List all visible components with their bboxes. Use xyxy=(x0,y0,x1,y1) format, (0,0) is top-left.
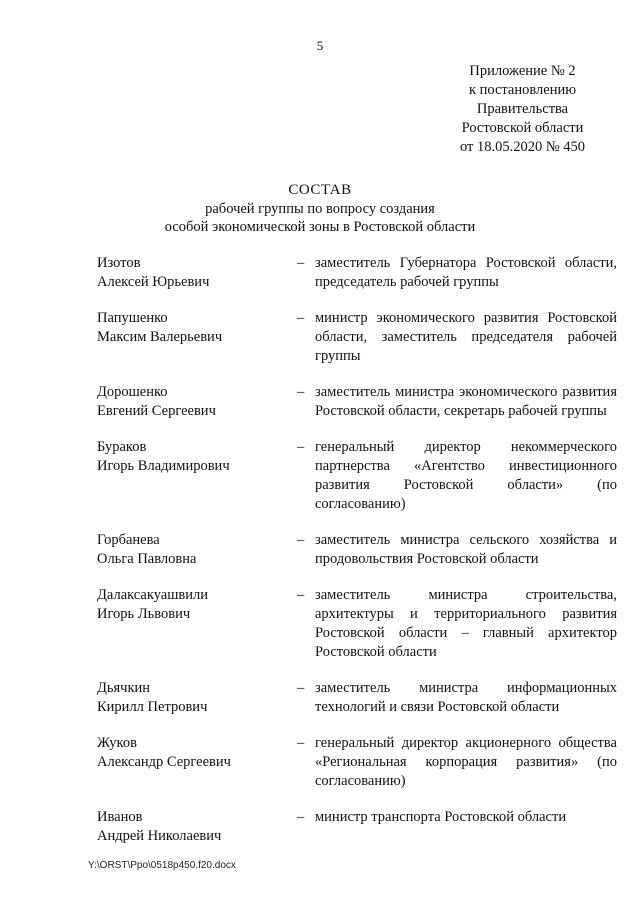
document-title xyxy=(0,180,640,236)
member-surname: Папушенко xyxy=(97,310,168,326)
member-row xyxy=(97,438,617,514)
member-role: министр транспорта Ростовской области xyxy=(315,809,567,825)
member-dash: – xyxy=(297,310,305,326)
members-list xyxy=(97,254,617,846)
appendix-line: Ростовской области xyxy=(461,120,584,136)
member-surname: Дьячкин xyxy=(97,680,151,696)
member-name xyxy=(97,679,297,717)
member-dash: – xyxy=(297,809,305,825)
member-given-name: Андрей Николаевич xyxy=(97,828,222,844)
member-name xyxy=(97,254,297,292)
member-surname: Изотов xyxy=(97,255,141,271)
member-name xyxy=(97,531,297,569)
member-row xyxy=(97,586,617,662)
member-name xyxy=(97,734,297,791)
member-name xyxy=(97,309,297,366)
member-name xyxy=(97,808,297,846)
member-role: министр экономического развития Ростовской области, заместитель председателя рабочей группы xyxy=(315,310,617,364)
member-role: заместитель Губернатора Ростовской области, председатель рабочей группы xyxy=(315,255,617,290)
member-name xyxy=(97,438,297,514)
member-surname: Бураков xyxy=(97,439,147,455)
member-given-name: Игорь Львович xyxy=(97,606,191,622)
member-dash: – xyxy=(297,384,305,400)
title-sub-line: рабочей группы по вопросу создания xyxy=(205,201,435,217)
footer-file-path: Y:\ORST\Ppo\0518p450.f20.docx xyxy=(88,860,236,871)
member-given-name: Максим Валерьевич xyxy=(97,329,223,345)
member-dash: – xyxy=(297,439,305,455)
member-row xyxy=(97,531,617,569)
member-role: заместитель министра информационных технологий и связи Ростовской области xyxy=(315,680,617,715)
page-number: 5 xyxy=(316,38,324,53)
member-surname: Дорошенко xyxy=(97,384,168,400)
member-given-name: Евгений Сергеевич xyxy=(97,403,216,419)
title-main: СОСТАВ xyxy=(288,182,352,198)
member-role: заместитель министра строительства, архитектуры и территориального развития Ростовской области – главный архитектор Ростовской области xyxy=(315,587,617,660)
member-row xyxy=(97,679,617,717)
member-name xyxy=(97,383,297,421)
member-role: заместитель министра экономического развития Ростовской области, секретарь рабочей группы xyxy=(315,384,617,419)
member-row xyxy=(97,383,617,421)
member-dash: – xyxy=(297,587,305,603)
member-dash: – xyxy=(297,255,305,271)
appendix-block xyxy=(445,62,600,157)
appendix-line: к постановлению xyxy=(468,82,577,98)
appendix-line: от 18.05.2020 № 450 xyxy=(459,139,586,155)
member-row xyxy=(97,309,617,366)
appendix-line: Правительства xyxy=(476,101,569,117)
member-given-name: Алексей Юрьевич xyxy=(97,274,210,290)
member-given-name: Игорь Владимирович xyxy=(97,458,230,474)
member-name xyxy=(97,586,297,662)
member-dash: – xyxy=(297,532,305,548)
member-surname: Далаксакуашвили xyxy=(97,587,208,603)
member-dash: – xyxy=(297,680,305,696)
member-surname: Горбанева xyxy=(97,532,160,548)
member-row xyxy=(97,254,617,292)
title-sub-line: особой экономической зоны в Ростовской области xyxy=(164,219,476,235)
member-surname: Жуков xyxy=(97,735,137,751)
member-role: генеральный директор некоммерческого партнерства «Агентство инвестиционного развития Ростовской области» (по согласованию) xyxy=(315,439,617,512)
member-given-name: Ольга Павловна xyxy=(97,551,197,567)
member-row xyxy=(97,808,617,846)
member-given-name: Кирилл Петрович xyxy=(97,699,208,715)
member-dash: – xyxy=(297,735,305,751)
appendix-line: Приложение № 2 xyxy=(469,63,576,79)
member-surname: Иванов xyxy=(97,809,143,825)
member-row xyxy=(97,734,617,791)
member-role: генеральный директор акционерного общества «Региональная корпорация развития» (по согласованию) xyxy=(315,735,617,789)
member-given-name: Александр Сергеевич xyxy=(97,754,231,770)
member-role: заместитель министра сельского хозяйства и продовольствия Ростовской области xyxy=(315,532,617,567)
